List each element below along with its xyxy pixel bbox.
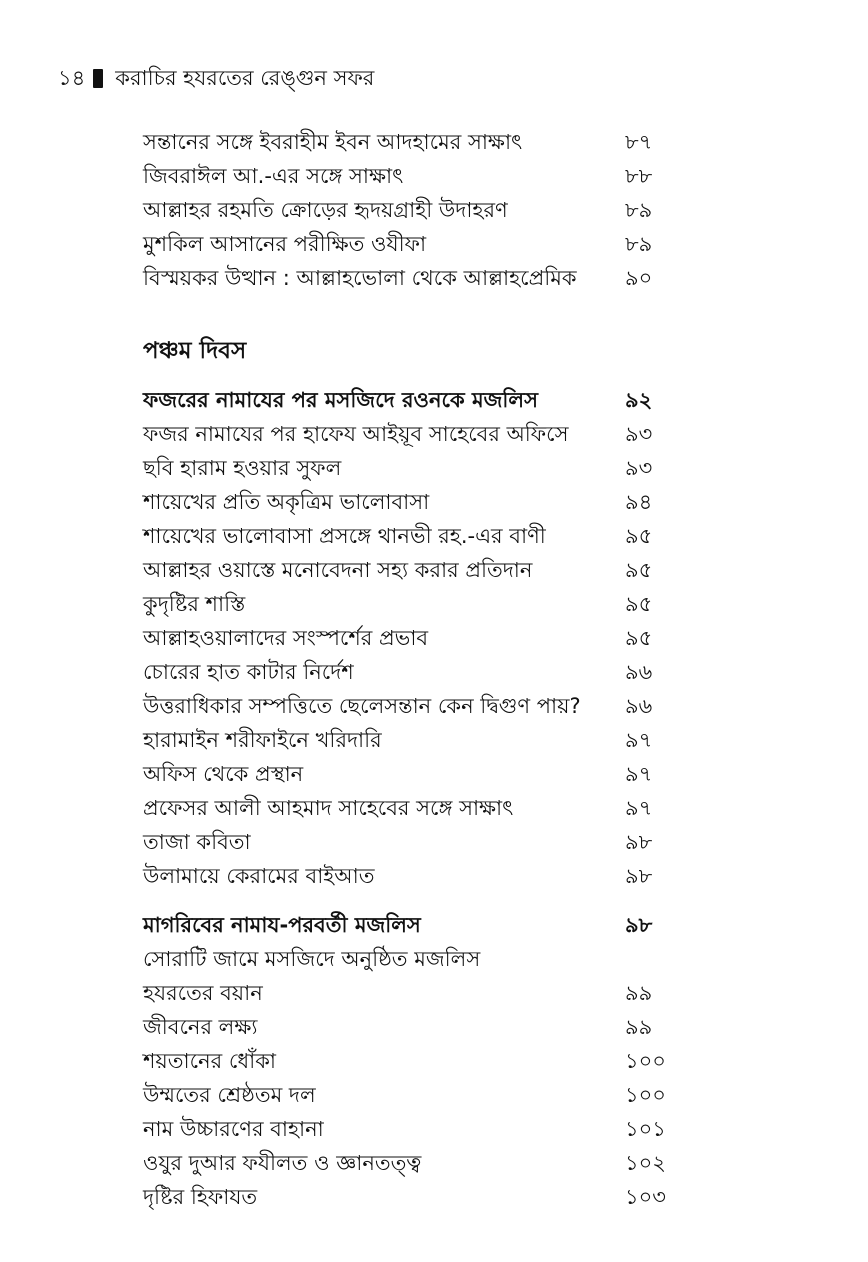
toc-entry-title: উলামায়ে কেরামের বাইআত — [143, 863, 375, 888]
toc-entry — [143, 486, 673, 520]
toc-entry-page: ১০৩ — [625, 1184, 666, 1209]
section-heading-title: মাগরিবের নামায-পরবর্তী মজলিস — [143, 912, 421, 937]
square-bullet-icon — [93, 69, 103, 88]
toc-entry — [143, 520, 673, 554]
toc-entry-title: উম্মতের শ্রেষ্ঠতম দল — [143, 1082, 316, 1107]
toc-entry — [143, 1113, 673, 1147]
toc-entry-page: ১০১ — [625, 1116, 666, 1141]
toc-entry — [143, 1045, 673, 1079]
toc-entry — [143, 1181, 673, 1215]
toc-entry-page: ৮৯ — [625, 231, 653, 256]
toc-entry-page: ৯৩ — [625, 455, 653, 480]
toc-entry — [143, 194, 673, 228]
toc-entry — [143, 418, 673, 452]
toc-entry-title: মুশকিল আসানের পরীক্ষিত ওযীফা — [143, 231, 427, 256]
toc-entry-title: জিবরাঈল আ.-এর সঙ্গে সাক্ষাৎ — [143, 163, 404, 188]
toc-entry-page: ৯৭ — [625, 727, 653, 752]
toc-entry-title: শায়েখের ভালোবাসা প্রসঙ্গে থানভী রহ.-এর বাণী — [143, 523, 546, 548]
toc-entry — [143, 1011, 673, 1045]
section-heading-page: ৯৮ — [625, 912, 653, 937]
toc-entry-title: হযরতের বয়ান — [143, 980, 263, 1005]
toc-entry-title: অফিস থেকে প্রস্থান — [143, 761, 304, 786]
toc-entry-page: ৮৯ — [625, 197, 653, 222]
toc-entry-page: ৯৮ — [625, 829, 653, 854]
toc-entry-title: আল্লাহওয়ালাদের সংস্পর্শের প্রভাব — [143, 625, 429, 650]
toc-entry — [143, 690, 673, 724]
toc-entry-title: আল্লাহর রহমতি ক্রোড়ের হৃদয়গ্রাহী উদাহরণ — [143, 197, 508, 222]
toc-entry — [143, 622, 673, 656]
toc-entry — [143, 228, 673, 262]
toc-entry — [143, 1079, 673, 1113]
toc-entry-title: ছবি হারাম হওয়ার সুফল — [143, 455, 342, 480]
toc-entry-title: ফজর নামাযের পর হাফেয আইয়ূব সাহেবের অফিসে — [143, 421, 569, 446]
toc-entry-page: ৯০ — [625, 265, 653, 290]
toc-entry-title: সোরাটি জামে মসজিদে অনুষ্ঠিত মজলিস — [143, 946, 481, 971]
section-heading — [143, 384, 673, 418]
toc-entry-page: ৯৯ — [625, 980, 653, 1005]
toc-entry-title: হারামাইন শরীফাইনে খরিদারি — [143, 727, 382, 752]
toc-entry — [143, 262, 673, 296]
toc-entry — [143, 126, 673, 160]
toc-entry-page: ৮৭ — [625, 129, 653, 154]
toc-entry — [143, 656, 673, 690]
toc-entry — [143, 860, 673, 894]
toc-entry-page: ৯৬ — [625, 693, 653, 718]
page-number: ১৪ — [58, 66, 86, 90]
toc-entry-title: প্রফেসর আলী আহমাদ সাহেবের সঙ্গে সাক্ষাৎ — [143, 795, 514, 820]
toc-entry-title: কুদৃষ্টির শাস্তি — [143, 591, 246, 616]
toc-entry — [143, 826, 673, 860]
day-heading: পঞ্চম দিবস — [143, 338, 247, 364]
section-heading-page: ৯২ — [625, 387, 653, 412]
toc-entry — [143, 724, 673, 758]
toc-entry-title: চোরের হাত কাটার নির্দেশ — [143, 659, 354, 684]
toc-entry-page: ৯৫ — [625, 523, 653, 548]
toc-entry-page: ৯৩ — [625, 421, 653, 446]
toc-entry-page: ৯৫ — [625, 557, 653, 582]
toc-entry-page: ৯৫ — [625, 625, 653, 650]
toc-entry — [143, 943, 673, 977]
toc-entry — [143, 792, 673, 826]
toc-entry — [143, 588, 673, 622]
toc-section-1 — [143, 384, 673, 894]
toc-entry-page: ৯৭ — [625, 795, 653, 820]
toc-entry-title: বিস্ময়কর উত্থান : আল্লাহভোলা থেকে আল্লাহপ্রেমিক — [143, 265, 577, 290]
toc-entry-title: শয়তানের ধোঁকা — [143, 1048, 277, 1073]
toc-entry-page: ৮৮ — [625, 163, 653, 188]
section-heading — [143, 909, 673, 943]
toc-entry-page: ৯৫ — [625, 591, 653, 616]
book-title: করাচির হযরতের রেঙ্গুন সফর — [115, 66, 375, 90]
toc-entry-page: ৯৭ — [625, 761, 653, 786]
toc-entry — [143, 758, 673, 792]
toc-entry-title: আল্লাহর ওয়াস্তে মনোবেদনা সহ্য করার প্রতিদান — [143, 557, 533, 582]
toc-entry-page: ৯৮ — [625, 863, 653, 888]
toc-entry-title: উত্তরাধিকার সম্পত্তিতে ছেলেসন্তান কেন দ্বিগুণ পায়? — [143, 693, 581, 718]
toc-entry-title: ওযুর দুআর ফযীলত ও জ্ঞানতত্ত্ব — [143, 1150, 422, 1175]
toc-entry-page: ৯৬ — [625, 659, 653, 684]
toc-entry — [143, 554, 673, 588]
toc-entry-page: ১০২ — [625, 1150, 666, 1175]
section-heading-title: ফজরের নামাযের পর মসজিদে রওনকে মজলিস — [143, 387, 538, 412]
toc-entry-page: ১০০ — [625, 1048, 666, 1073]
toc-entry-title: দৃষ্টির হিফাযত — [143, 1184, 258, 1209]
toc-entry-page: ৯৯ — [625, 1014, 653, 1039]
toc-entry-page: ৯৪ — [625, 489, 653, 514]
toc-entry — [143, 1147, 673, 1181]
toc-entry-title: সন্তানের সঙ্গে ইবরাহীম ইবন আদহামের সাক্ষাৎ — [143, 129, 523, 154]
toc-entry — [143, 160, 673, 194]
toc-entry — [143, 977, 673, 1011]
toc-entry — [143, 452, 673, 486]
toc-entry-title: শায়েখের প্রতি অকৃত্রিম ভালোবাসা — [143, 489, 430, 514]
toc-section-2 — [143, 909, 673, 1215]
toc-entry-title: নাম উচ্চারণের বাহানা — [143, 1116, 324, 1141]
toc-entry-title: জীবনের লক্ষ্য — [143, 1014, 258, 1039]
toc-entry-page: ১০০ — [625, 1082, 666, 1107]
toc-entry-title: তাজা কবিতা — [143, 829, 251, 854]
running-header — [58, 64, 374, 92]
toc-group-1 — [143, 126, 673, 296]
